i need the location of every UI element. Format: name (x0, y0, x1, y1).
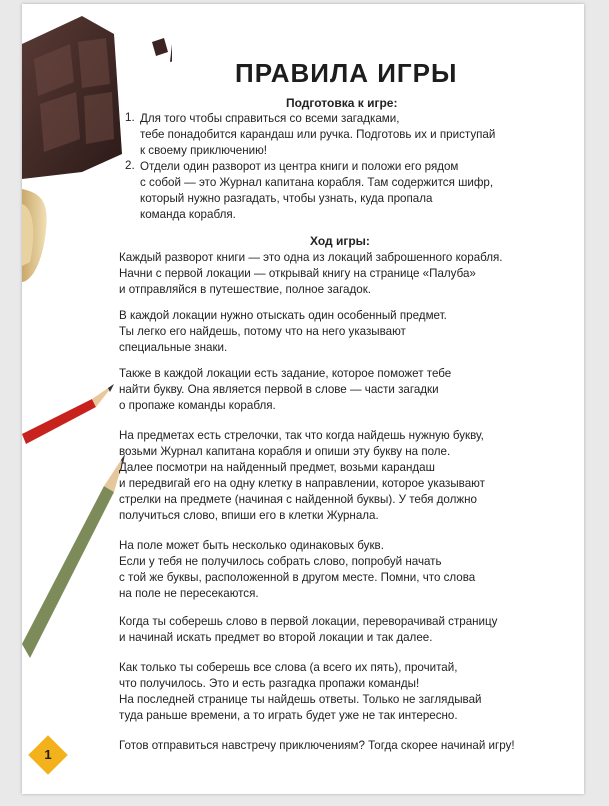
rule-line: На предметах есть стрелочки, так что когда найдешь нужную букву, (119, 429, 484, 442)
rule-line: Ты легко его найдешь, потому что на него указывают (119, 325, 406, 338)
list-item-line: Для того чтобы справиться со всеми загадками, (140, 112, 400, 125)
rule-line: Также в каждой локации есть задание, которое поможет тебе (119, 367, 452, 380)
rule-line: Если у тебя не получилось собрать слово, попробуй начать (119, 555, 442, 568)
game-heading: Ход игры: (310, 234, 370, 248)
rule-line: Как только ты соберешь все слова (а всего их пять), прочитай, (119, 661, 458, 674)
page-number: 1 (44, 747, 52, 762)
list-item-line: Отдели один разворот из центра книги и положи его рядом (140, 160, 459, 173)
rule-line: стрелки на предмете (начиная с найденной буквы). У тебя должно (119, 493, 477, 506)
rule-line: На последней странице ты найдешь ответы. Только не заглядывай (119, 693, 482, 706)
list-item-line: тебе понадобится карандаш или ручка. Подготовь их и приступай (140, 128, 496, 141)
prep-heading: Подготовка к игре: (286, 96, 398, 110)
list-number: 2. (125, 159, 135, 172)
list-number: 1. (125, 111, 135, 124)
rule-line: и передвигай его на одну клетку в направлении, которое указывают (119, 477, 485, 490)
rule-line: специальные знаки. (119, 341, 228, 354)
rule-line: что получилось. Это и есть разгадка пропажи команды! (119, 677, 420, 690)
list-item-line: с собой — это Журнал капитана корабля. Там содержится шифр, (140, 176, 494, 189)
cookie-icon (22, 189, 47, 282)
green-pencil-icon (22, 454, 125, 658)
rule-line: получиться слово, впиши его в клетки Журнала. (119, 509, 379, 522)
rule-line: На поле может быть несколько одинаковых букв. (119, 539, 384, 552)
list-item-line: который нужно разгадать, чтобы узнать, куда пропала (140, 192, 433, 205)
rule-line: и отправляйся в путешествие, полное загадок. (119, 283, 371, 296)
rule-line: возьми Журнал капитана корабля и опиши эту букву на поле. (119, 445, 451, 458)
list-item-line: к своему приключению! (140, 144, 268, 157)
rule-line: В каждой локации нужно отыскать один особенный предмет. (119, 309, 447, 322)
rule-line: и начинай искать предмет во второй локации и так далее. (119, 631, 433, 644)
rule-line: найти букву. Она является первой в слове — части загадки (119, 383, 439, 396)
rule-line: Далее посмотри на найденный предмет, возьми карандаш (119, 461, 435, 474)
rule-line: Готов отправиться навстречу приключениям? Тогда скорее начинай игру! (119, 739, 515, 752)
rule-line: о пропаже команды корабля. (119, 399, 276, 412)
page-title: ПРАВИЛА ИГРЫ (235, 58, 458, 88)
rule-line: на поле не пересекаются. (119, 587, 259, 600)
rule-line: с той же буквы, расположенной в другом месте. Помни, что слова (119, 571, 476, 584)
red-pencil-icon (22, 384, 114, 444)
rule-line: туда раньше времени, а то играть будет уже не так интересно. (119, 709, 458, 722)
rules-page (22, 4, 584, 794)
list-item-line: команда корабля. (140, 208, 236, 221)
rule-line: Начни с первой локации — открывай книгу на странице «Палуба» (119, 267, 476, 280)
rule-line: Когда ты соберешь слово в первой локации, переворачивай страницу (119, 615, 498, 628)
rule-line: Каждый разворот книги — это одна из локаций заброшенного корабля. (119, 251, 503, 264)
